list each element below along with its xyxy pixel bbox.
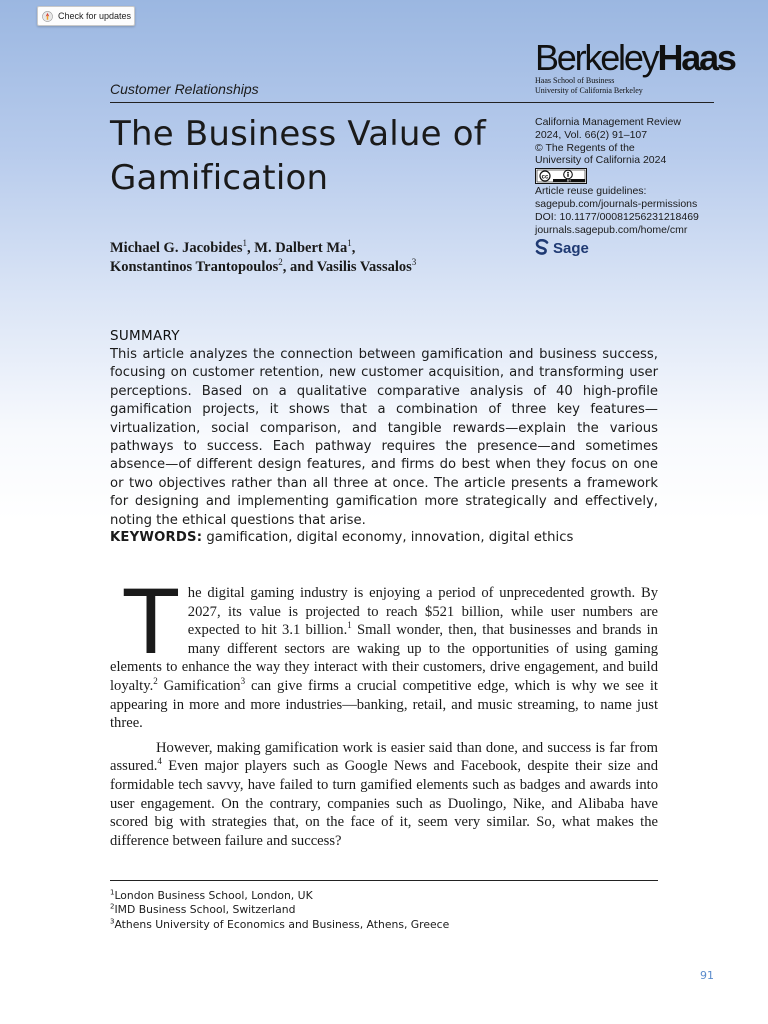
- reuse-guidelines-link[interactable]: sagepub.com/journals-permissions: [535, 197, 698, 210]
- journal-volume: 2024, Vol. 66(2) 91–107: [535, 128, 648, 141]
- author-affiliation: 1: [242, 238, 248, 249]
- footnote-text: Athens University of Economics and Business, Athens, Greece: [114, 917, 450, 931]
- author-name: M. Dalbert Ma: [254, 240, 348, 256]
- update-badge-icon: [42, 11, 53, 22]
- check-for-updates-button[interactable]: [37, 6, 135, 26]
- article-body: [110, 571, 658, 850]
- author-list: [110, 239, 520, 277]
- drop-cap: T: [124, 571, 178, 674]
- logo-wordmark: [535, 37, 735, 78]
- page-number: 91: [700, 969, 714, 982]
- sage-logo: [535, 239, 589, 257]
- journal-name: California Management Review: [535, 116, 681, 128]
- section-label: Customer Relationships: [110, 81, 259, 97]
- header-divider: [110, 102, 714, 103]
- body-text-run: can give firms a crucial competitive edge, which is why we see it appearing in more and more industries—banking, retail, and music streaming, to name just three.: [110, 677, 658, 732]
- author-separator: , and: [282, 259, 317, 275]
- keywords: [110, 530, 670, 545]
- copyright-holder: University of California 2024: [535, 154, 667, 167]
- keywords-label: KEYWORDS:: [110, 530, 203, 545]
- cc-badge-by-text: BY: [566, 178, 572, 183]
- author-separator: ,: [247, 240, 255, 256]
- author-name: Vasilis Vassalos: [316, 259, 412, 275]
- body-text-run: Even major players such as Google News and Facebook, despite their size and formidable tech savvy, have failed to turn gamified elements such as badges and awards into user engagement. On the contrary, companies such as Duolingo, Nike, and Alibaba have scored big with strategies that, on the face of it, seem very similar. So, what makes the difference between failure and success?: [110, 758, 658, 849]
- footnote-item: [110, 903, 658, 917]
- author-name: Michael G. Jacobides: [110, 240, 243, 256]
- logo-part-haas: Haas: [657, 37, 735, 78]
- body-text-run: he digital gaming industry is enjoying a period of unprecedented growth. By 2027, its value is projected to reach $521 billion, while user numbers are expected to hit 3.1 billion.: [187, 585, 658, 639]
- body-paragraph: [110, 571, 658, 733]
- author-affiliation: 3: [411, 257, 417, 268]
- footnote-number: 1: [110, 888, 115, 897]
- author-separator: ,: [351, 240, 356, 256]
- footnote-ref[interactable]: 1: [347, 620, 352, 631]
- footnote-divider: [110, 880, 658, 881]
- journal-url-link[interactable]: journals.sagepub.com/home/cmr: [535, 223, 688, 236]
- check-for-updates-label: Check for updates: [58, 11, 132, 21]
- footnote-item: [110, 889, 658, 903]
- summary-heading: SUMMARY: [110, 328, 180, 344]
- berkeley-haas-logo: [535, 37, 735, 96]
- journal-info: [535, 116, 725, 236]
- footnote-number: 3: [110, 917, 115, 926]
- footnote-text: IMD Business School, Switzerland: [114, 903, 296, 917]
- body-text-run: However, making gamification work is easier said than done, and success is far from assured.: [110, 739, 658, 775]
- body-text-run: Gamification: [157, 677, 241, 694]
- author-affiliation: 1: [347, 238, 352, 249]
- reuse-guidelines-label: Article reuse guidelines:: [535, 185, 647, 198]
- footnotes: [110, 889, 658, 932]
- logo-university-line: University of California Berkeley: [535, 86, 643, 95]
- footnote-number: 2: [110, 902, 115, 911]
- doi[interactable]: DOI: 10.1177/00081256231218469: [535, 210, 699, 223]
- body-paragraph: [110, 739, 658, 851]
- summary-text: This article analyzes the connection between gamification and business success, focusing on customer retention, new customer acquisition, and transforming user perceptions. Based on a qualitative comparative analysis of 40 high-profile gamification projects, it shows that a combination of three key features—virtualization, social comparison, and tangible rewards—explain the various pathways to success. Each pathway requires the presence—and sometimes absence—of different design features, and firms do best when they focus on one or two objectives rather than all three at once. The article presents a framework for designing and implementing gamification more strategically and effectively, noting the ethical questions that arise.: [110, 347, 658, 528]
- author-name: Konstantinos Trantopoulos: [110, 259, 279, 275]
- logo-school-line: Haas School of Business: [535, 76, 615, 85]
- keywords-list: gamification, digital economy, innovation, digital ethics: [206, 530, 574, 545]
- sage-s-icon: [535, 239, 549, 257]
- footnote-item: [110, 918, 658, 932]
- footnote-text: London Business School, London, UK: [114, 889, 313, 902]
- footnote-ref[interactable]: 3: [240, 676, 246, 687]
- sage-wordmark: Sage: [553, 239, 589, 257]
- copyright-line: © The Regents of the: [535, 141, 635, 154]
- logo-part-berkeley: Berkeley: [535, 37, 658, 78]
- author-affiliation: 2: [278, 257, 283, 268]
- cc-by-license-icon[interactable]: [535, 168, 587, 184]
- footnote-ref[interactable]: 4: [157, 756, 162, 767]
- cc-badge-cc-text: cc: [541, 174, 549, 181]
- body-text-run: Small wonder, then, that businesses and brands in many different sectors are waking up to the opportunities of using gaming elements to enhance the way they interact with their customers, drive engagement, and build loyalty.: [110, 622, 658, 694]
- footnote-ref[interactable]: 2: [153, 676, 158, 687]
- article-title: The Business Value of Gamification: [110, 114, 486, 198]
